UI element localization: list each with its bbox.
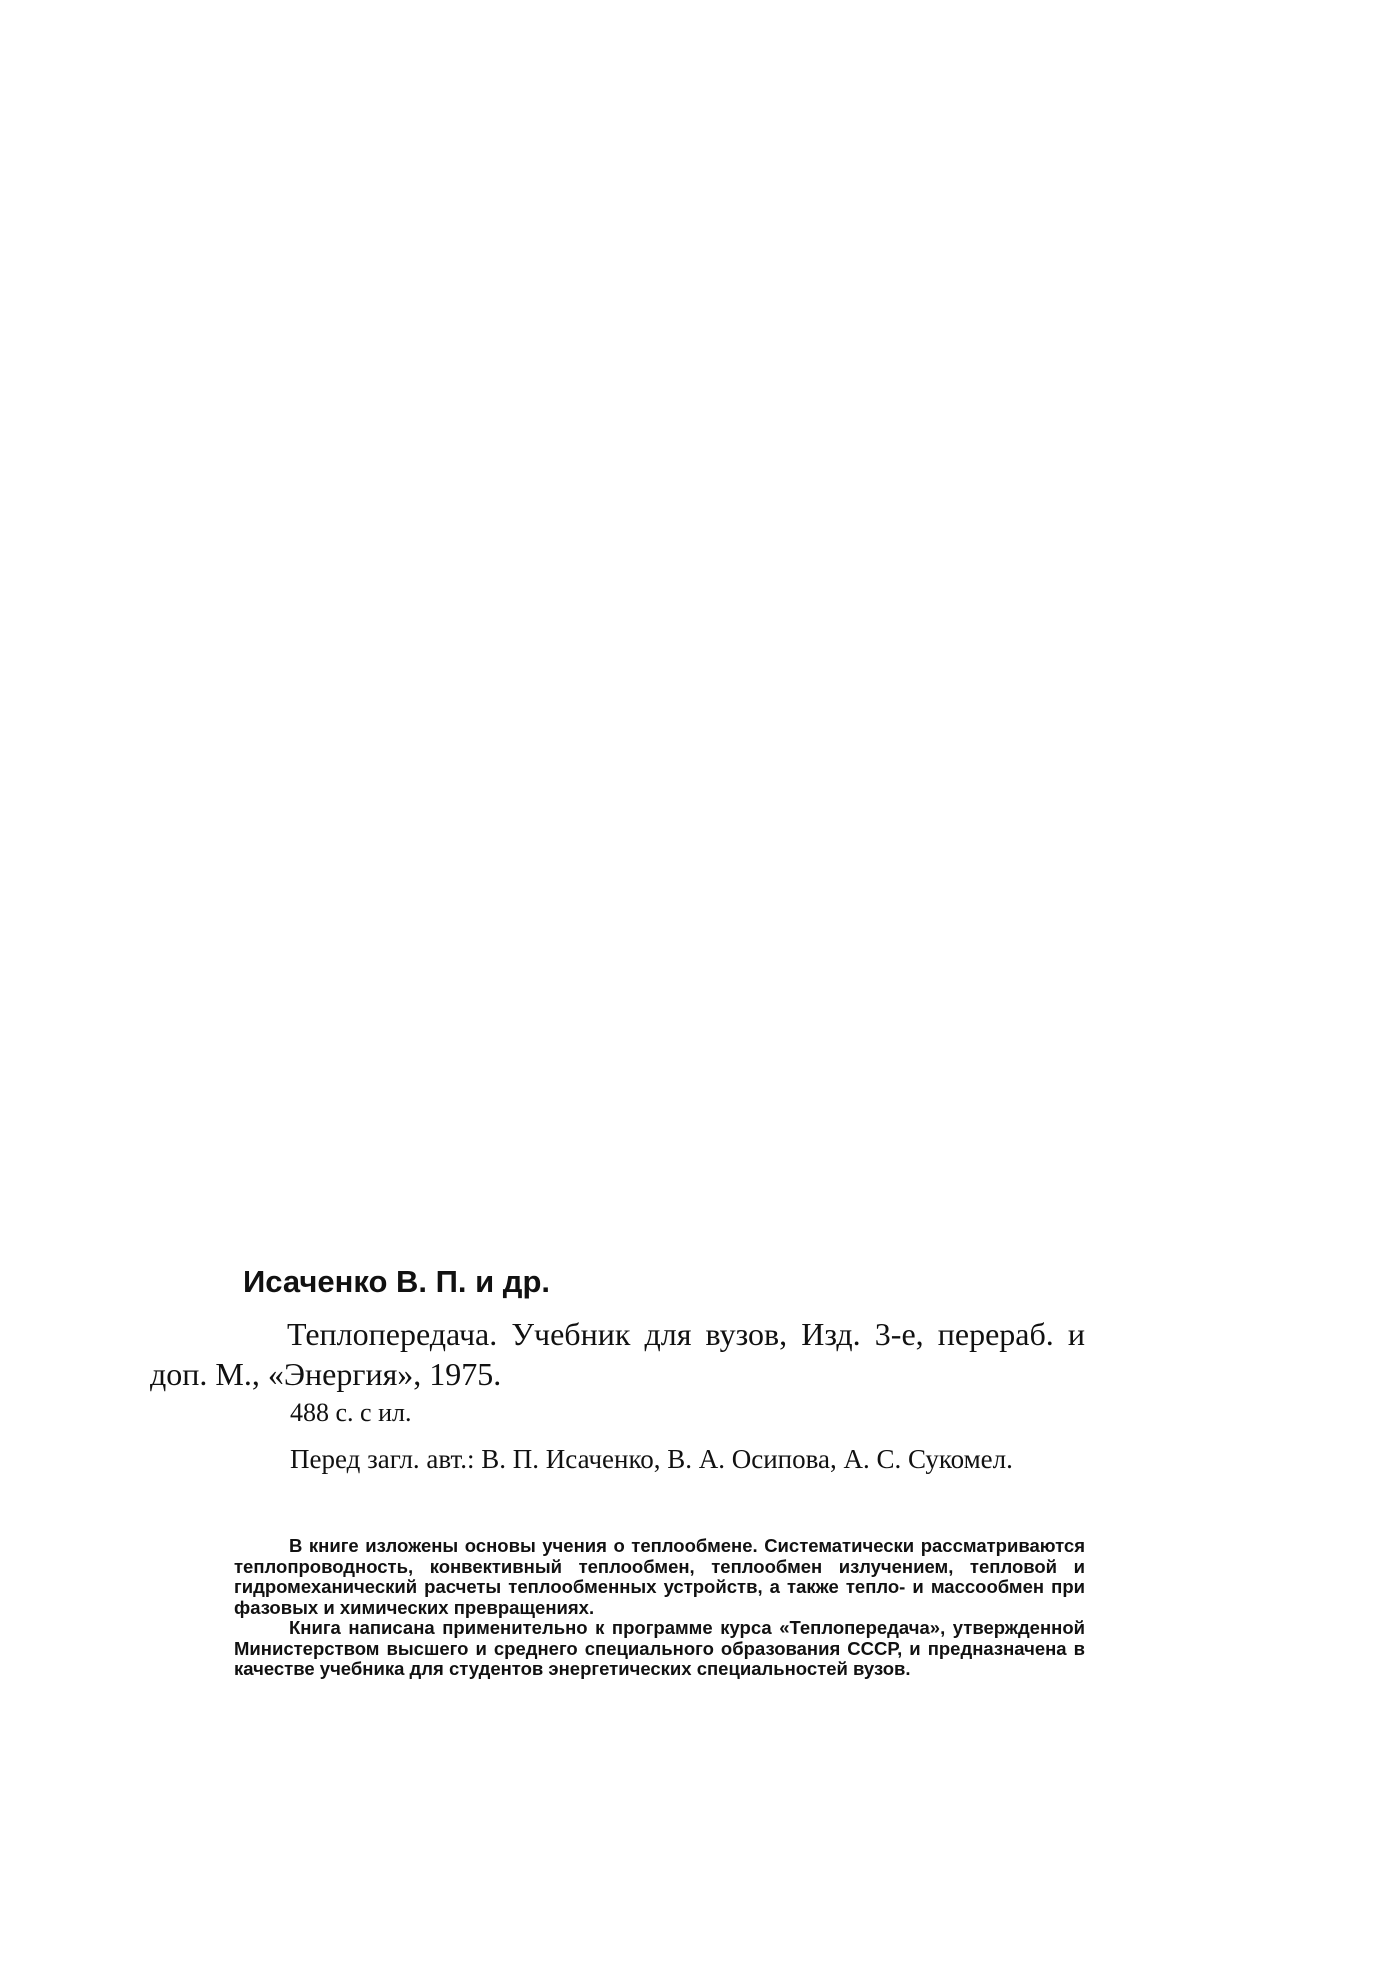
book-title: Теплопередача. Учебник для вузов, Изд. 3-е, перераб. и доп. М., «Энергия», 1975. [150,1316,1085,1392]
author-heading: Исаченко В. П. и др. [243,1264,551,1299]
authors-note-block [230,1442,1085,1476]
authors-note: Перед загл. авт.: В. П. Исаченко, В. А. Осипова, А. С. Сукомел. [290,1444,1013,1474]
title-block [150,1314,1085,1394]
annotation-paragraph-1: В книге изложены основы учения о теплообмене. Систематически рассматриваются теплопроводность, конвективный теплообмен, теплообмен излучением, тепловой и гидромеханический расчеты теплообменных устройств, а также тепло- и массообмен при фазовых и химических превращениях. [234,1535,1085,1618]
annotation [234,1536,1085,1680]
page-count: 488 с. с ил. [290,1398,412,1427]
annotation-paragraph-2: Книга написана применительно к программе курса «Теплопередача», утвержденной Министерством высшего и среднего специального образования СССР, и предназначена в качестве учебника для студентов энергетических специальностей вузов. [234,1617,1085,1679]
